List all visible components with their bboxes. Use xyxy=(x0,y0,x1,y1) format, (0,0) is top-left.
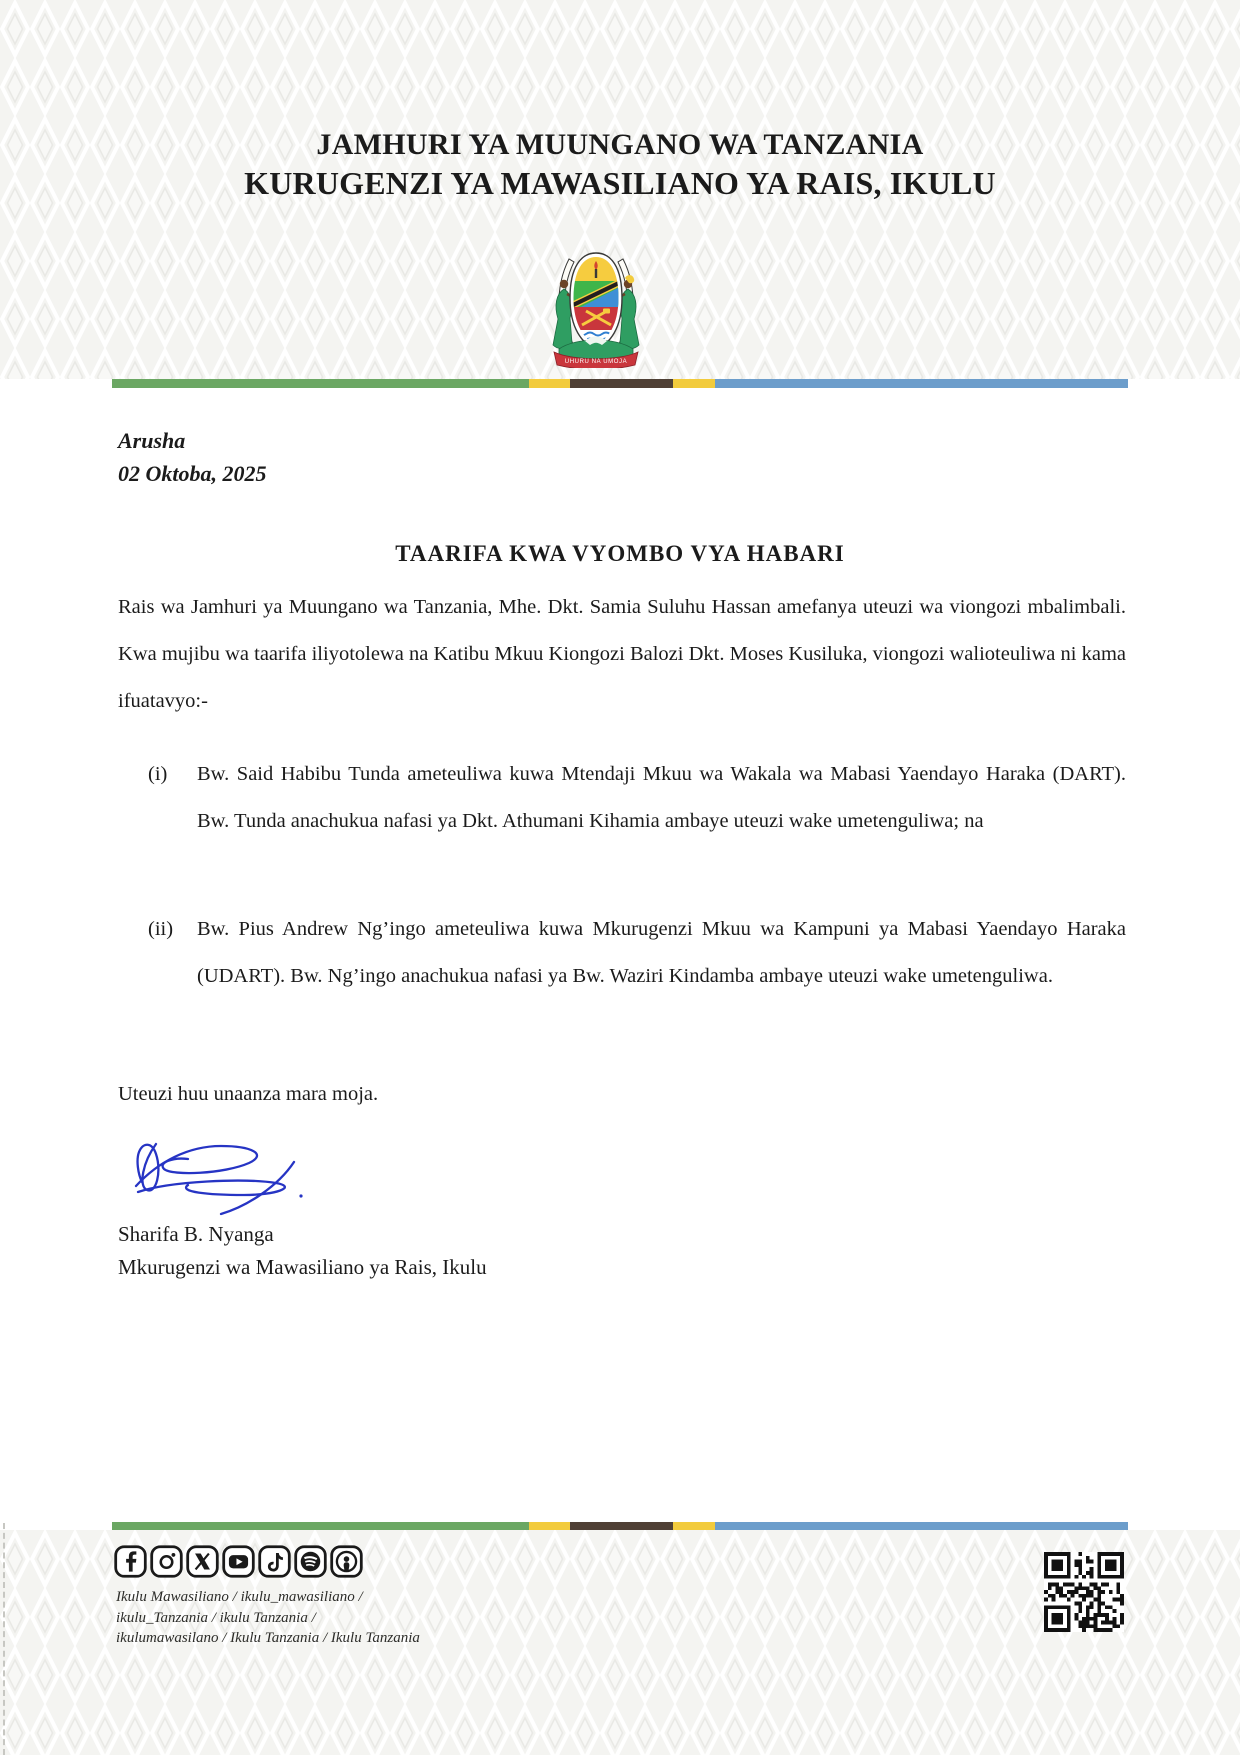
youtube-icon[interactable] xyxy=(222,1545,255,1578)
document-title: TAARIFA KWA VYOMBO VYA HABARI xyxy=(395,541,845,566)
intro-paragraph: Rais wa Jamhuri ya Muungano wa Tanzania, Mhe. Dkt. Samia Suluhu Hassan amefanya uteuzi wa viongozi mbalimbali. Kwa mujibu wa taarifa iliyotolewa na Katibu Mkuu Kiongozi Balozi Dkt. Moses Kusiluka, viongozi walioteuliwa ni kama ifuatavyo:- xyxy=(118,596,1126,712)
crop-mark-dashes xyxy=(3,1523,5,1755)
flag-bar-yellow xyxy=(673,379,716,388)
letterhead xyxy=(0,126,1240,203)
header-flag-bar xyxy=(112,379,1128,388)
list-item-text: Bw. Pius Andrew Ng’ingo ameteuliwa kuwa Mkurugenzi Mkuu wa Kampuni ya Mabasi Yaendayo Haraka (UDART). Bw. Ng’ingo anachukua nafasi ya Bw. Waziri Kindamba ambaye uteuzi wake umetenguliwa. xyxy=(197,918,1126,987)
spotify-icon[interactable] xyxy=(294,1545,327,1578)
appointment-item-2 xyxy=(148,906,1126,1000)
top-pattern-band xyxy=(0,0,1240,379)
handles-line-3: ikulumawasilano / Ikulu Tanzania / Ikulu Tanzania xyxy=(116,1630,420,1646)
dateline xyxy=(118,424,267,490)
list-marker: (i) xyxy=(148,763,168,785)
signatory-role: Mkurugenzi wa Mawasiliano ya Rais, Ikulu xyxy=(118,1255,487,1279)
flag-bar-yellow xyxy=(529,379,571,388)
footer-flag-bar xyxy=(112,1522,1128,1530)
flag-bar-blue xyxy=(715,379,1127,388)
letterhead-line2: KURUGENZI YA MAWASILIANO YA RAIS, IKULU xyxy=(244,165,996,201)
flag-bar-green xyxy=(112,1522,529,1530)
flag-bar-blue xyxy=(715,1522,1127,1530)
flag-bar-brown xyxy=(570,1522,673,1530)
list-item-text: Bw. Said Habibu Tunda ameteuliwa kuwa Mtendaji Mkuu wa Wakala wa Mabasi Yaendayo Haraka (DART). Bw. Tunda anachukua nafasi ya Dkt. Athumani Kihamia ambaye uteuzi wake umetenguliwa; na xyxy=(197,763,1126,832)
dateline-date: 02 Oktoba, 2025 xyxy=(118,461,267,486)
appointment-item-1 xyxy=(148,751,1126,845)
dateline-place: Arusha xyxy=(118,428,186,453)
signatory-block xyxy=(118,1218,487,1284)
qr-code xyxy=(1044,1552,1124,1632)
emblem-motto: UHURU NA UMOJA xyxy=(564,359,628,365)
flag-bar-yellow xyxy=(673,1522,716,1530)
list-marker: (ii) xyxy=(148,918,174,940)
social-media-row xyxy=(114,1545,363,1578)
instagram-icon[interactable] xyxy=(150,1545,183,1578)
tanzania-coat-of-arms xyxy=(540,248,652,368)
handles-line-2: ikulu_Tanzania / ikulu Tanzania / xyxy=(116,1609,316,1626)
podcast-icon[interactable] xyxy=(330,1545,363,1578)
handles-line-1: Ikulu Mawasiliano / ikulu_mawasiliano / xyxy=(116,1589,363,1605)
tiktok-icon[interactable] xyxy=(258,1545,291,1578)
handwritten-signature xyxy=(126,1134,316,1230)
x-icon[interactable] xyxy=(186,1545,219,1578)
flag-bar-yellow xyxy=(529,1522,571,1530)
facebook-icon[interactable] xyxy=(114,1545,147,1578)
social-handles xyxy=(116,1587,420,1649)
closing-line: Uteuzi huu unaanza mara moja. xyxy=(118,1083,379,1105)
signatory-name: Sharifa B. Nyanga xyxy=(118,1222,274,1246)
flag-bar-green xyxy=(112,379,529,388)
flag-bar-brown xyxy=(570,379,673,388)
letterhead-line1: JAMHURI YA MUUNGANO WA TANZANIA xyxy=(316,128,924,161)
